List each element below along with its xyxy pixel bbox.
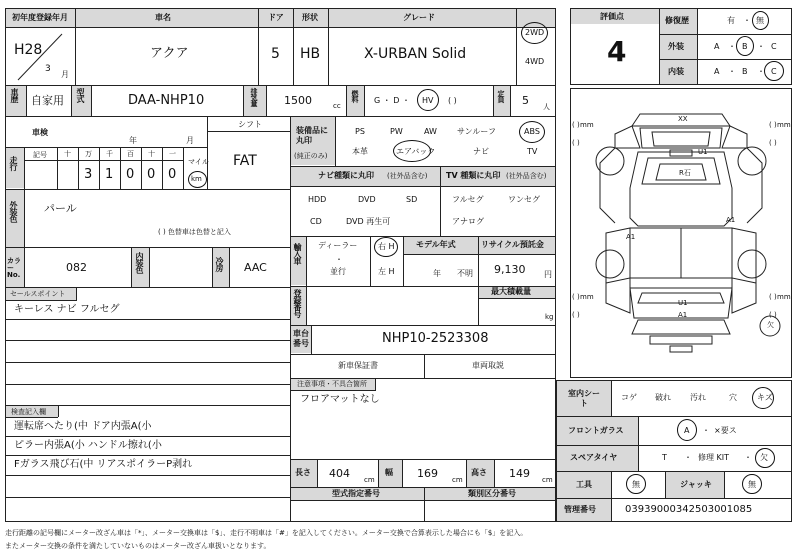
seat-option: コゲ	[621, 393, 637, 402]
equipment-item: TV	[527, 147, 538, 156]
type-no-label: 型式指定番号	[332, 489, 380, 498]
fuel-label: 燃料	[351, 90, 359, 102]
shape-value: HB	[300, 46, 321, 62]
displacement-value: 1500	[284, 94, 312, 107]
navi-types-sub: (社外品含む)	[387, 172, 428, 180]
doors-label: ドア	[268, 13, 284, 22]
mileage-divider	[141, 147, 142, 189]
repair-option: ・	[743, 16, 751, 25]
score-value: 4	[607, 35, 627, 68]
diagram-extra-mark: 欠	[767, 321, 774, 329]
model-value: DAA-NHP10	[128, 93, 205, 108]
diagram-side-mark-4: ( )	[769, 139, 777, 147]
exterior-label: 外装	[668, 42, 684, 51]
control-no-label: 管理番号	[564, 505, 596, 514]
windshield-option: A	[684, 426, 690, 435]
interior-option: ・	[757, 67, 765, 76]
car-name: アクア	[150, 46, 189, 61]
mileage-kigo: 記号	[33, 151, 47, 159]
airbag-circle	[393, 140, 431, 162]
model-label: 型式	[76, 88, 85, 102]
inspection-month-unit: 月	[186, 136, 194, 145]
footer-note-1: 走行距離の記号欄にメーター改ざん車は「*」、メーター交換車は「$」、走行不明車は「#」を記入してください。メーター交換で合算表示した場合にも「$」を記入。	[5, 529, 528, 537]
jack-label: ジャッキ	[680, 480, 712, 489]
diagram-side-mark-7: ( )	[572, 311, 580, 319]
reg-era: H28	[14, 42, 43, 58]
aircon-label: 冷房	[215, 257, 224, 271]
seat-option: 汚れ	[690, 393, 706, 402]
sales-point-label: セールスポイント	[10, 290, 66, 298]
diagram-mark-rstone: R石	[679, 169, 691, 177]
equipment-item: ナビ	[473, 147, 489, 156]
diagram-side-mark-8: ( )	[769, 311, 777, 319]
shift-value: FAT	[233, 153, 257, 169]
seat-option: 穴	[729, 393, 737, 402]
sales-point-value: キーレス ナビ フルセグ	[14, 304, 120, 315]
mileage-divider	[183, 147, 184, 189]
equipment-item: AW	[424, 127, 437, 136]
navi-type-item: DVD 再生可	[346, 217, 391, 226]
reg-no-label: 登録番号	[293, 289, 302, 317]
jack-value: 無	[748, 480, 756, 489]
equipment-item: エアバック	[396, 147, 436, 156]
seat-option: 破れ	[655, 393, 671, 402]
diagram-side-mark-6: ( )	[769, 293, 777, 301]
spare-option: 欠	[760, 453, 768, 462]
equipment-item: サンルーフ	[457, 127, 496, 136]
width-value: 169	[417, 467, 438, 480]
color-note: ( ) 色替車は色替と記入	[158, 228, 231, 236]
mileage-km: km	[191, 175, 202, 183]
tools-value: 無	[632, 480, 640, 489]
repair-none-circle	[752, 11, 769, 30]
import-label: 輸入車	[293, 243, 302, 264]
equipment-item: PW	[390, 127, 403, 136]
capacity-value: 5	[522, 94, 529, 107]
recycle-label: リサイクル預託金	[481, 240, 544, 249]
inspector-note-3: Fガラス飛び石(中 リアスポイラーP剥れ	[14, 459, 193, 470]
mileage-divider	[162, 147, 163, 189]
tv-type-item: アナログ	[452, 217, 484, 226]
model-year-label: モデル年式	[416, 240, 456, 249]
import-left: 左 H	[378, 267, 395, 276]
mileage-digit: 3	[84, 167, 93, 182]
fuel-paren: ( )	[448, 96, 457, 105]
fuel-opts: G ・ D ・	[374, 96, 410, 105]
grade-value: X-URBAN Solid	[364, 46, 467, 62]
doors-value: 5	[271, 46, 280, 62]
equipment-label: 装備品に丸印	[296, 126, 328, 146]
diagram-side-mark-5: ( )	[572, 293, 580, 301]
import-dealer: ディーラー	[318, 241, 358, 250]
model-year-unit: 年	[433, 269, 441, 278]
length-unit: cm	[364, 476, 375, 484]
interior-score-label: 内装	[668, 67, 684, 76]
diagram-side-mark-2: ( )	[769, 121, 777, 129]
car-name-label: 車名	[155, 13, 171, 22]
mileage-digit: 0	[126, 167, 135, 182]
exterior-option: ・	[757, 42, 765, 51]
usage-value: 自家用	[31, 94, 64, 107]
seat-scratch-circle	[752, 387, 774, 409]
spare-missing-circle	[755, 448, 775, 468]
chassis-value: NHP10-2523308	[382, 331, 489, 346]
mileage-digit-label: 一	[169, 150, 176, 158]
shape-label: 形状	[302, 13, 318, 22]
inspection-label: 車検	[32, 128, 48, 137]
diagram-mark-u1-rear: U1	[678, 299, 688, 307]
spare-option: ・	[684, 453, 692, 462]
inspector-notes-label: 検査記入欄	[11, 408, 46, 416]
exterior-option: A	[714, 42, 720, 51]
length-label: 長さ	[295, 468, 311, 477]
exterior-option: C	[771, 42, 777, 51]
inspection-year-unit: 年	[129, 136, 137, 145]
diagram-mm-3: mm	[580, 293, 594, 301]
height-label: 高さ	[471, 468, 487, 477]
mileage-digit-label: 十	[148, 150, 155, 158]
tv-types-label: TV 種類に丸印	[446, 171, 501, 180]
score-label: 評価点	[600, 12, 624, 21]
diagram-mm-4: mm	[777, 293, 791, 301]
mileage-digit-label: 十	[64, 150, 71, 158]
footer-note-2: またメーター交換の条件を満たしていないものはメーター改ざん車扱いとなります。	[5, 542, 271, 550]
mileage-divider	[120, 147, 121, 189]
navi-type-item: SD	[406, 195, 418, 204]
displacement-label: 排気量	[250, 88, 258, 106]
repair-option: 有	[727, 16, 735, 25]
interior-option: C	[771, 67, 777, 76]
width-unit: cm	[452, 476, 463, 484]
diagram-mark-a1-right: A1	[726, 216, 736, 224]
tools-label: 工具	[576, 480, 592, 489]
windshield-a-circle	[677, 419, 697, 441]
abs-circle	[519, 121, 545, 143]
diagram-mm-2: mm	[777, 121, 791, 129]
seat-label: 室内シート	[568, 389, 600, 409]
mileage-mile: マイル	[188, 158, 209, 166]
mileage-digit: 0	[147, 167, 156, 182]
reg-month-unit: 月	[61, 70, 69, 79]
mileage-divider	[78, 147, 79, 189]
diagram-mm-1: mm	[580, 121, 594, 129]
import-parallel: 並行	[330, 267, 346, 276]
mileage-digit: 1	[105, 167, 114, 182]
mileage-divider	[99, 147, 100, 189]
exterior-b-circle	[736, 36, 754, 56]
equipment-item: PS	[355, 127, 365, 136]
car-diagram	[570, 88, 792, 378]
equipment-item: ABS	[524, 127, 540, 136]
spare-option: 修理 KIT	[698, 453, 730, 462]
class-no-label: 類別区分番号	[468, 489, 516, 498]
inspector-note-2: ピラー内張A(小 ハンドル擦れ(小	[14, 440, 162, 451]
interior-c-circle	[764, 61, 784, 81]
navi-types-label: ナビ種類に丸印	[318, 171, 374, 180]
model-year-unknown: 不明	[457, 269, 473, 278]
aircon-value: AAC	[244, 261, 267, 274]
diagram-side-mark-1: ( )	[572, 121, 580, 129]
diagram-side-mark-3: ( )	[572, 139, 580, 147]
color-no-label: カラーNo.	[7, 257, 21, 279]
color-no-value: 082	[66, 261, 87, 274]
equipment-sub: (純正のみ)	[294, 152, 328, 160]
recycle-unit: 円	[544, 270, 552, 279]
shift-label: シフト	[238, 120, 262, 129]
diagram-mark-a1-left: A1	[626, 233, 636, 241]
repair-label: 修復歴	[665, 16, 689, 25]
usage-label: 車歴	[10, 88, 19, 102]
equipment-item: 本革	[352, 147, 368, 156]
diagram-mark-xx: XX	[678, 115, 688, 123]
diagram-mark-u1-top: U1	[698, 148, 708, 156]
max-load-unit: kg	[545, 313, 554, 321]
tv-types-sub: (社外品含む)	[506, 172, 547, 180]
color-value: パール	[44, 202, 77, 215]
height-value: 149	[509, 467, 530, 480]
warranty-label: 新車保証書	[338, 361, 378, 370]
windshield-label: フロントガラス	[568, 426, 624, 435]
import-dot: ・	[335, 255, 343, 264]
navi-type-item: HDD	[308, 195, 327, 204]
length-value: 404	[329, 467, 350, 480]
caution-label: 注意事項・不具合箇所	[297, 380, 367, 388]
mileage-label: 走行	[9, 156, 18, 170]
mileage-digit: 0	[168, 167, 177, 182]
reg-month: 3	[45, 64, 51, 74]
capacity-label: 定員	[497, 90, 505, 102]
exterior-option: B	[742, 42, 748, 51]
width-label: 幅	[385, 468, 393, 477]
recycle-value: 9,130	[494, 263, 526, 276]
grade-label: グレード	[403, 13, 435, 22]
fuel-hv: HV	[422, 96, 434, 105]
repair-option: 無	[756, 16, 764, 25]
mileage-digit-label: 千	[106, 150, 113, 158]
inspector-note-1: 運転席へたり(中 ドア内張A(小	[14, 421, 152, 432]
import-right: 右 H	[378, 242, 395, 251]
control-no-value: 03939000342503001085	[625, 504, 753, 515]
windshield-option: ×要ス	[714, 426, 737, 435]
interior-option: B	[742, 67, 748, 76]
chassis-label: 車台番号	[293, 329, 309, 348]
tv-type-item: ワンセグ	[508, 195, 540, 204]
max-load-label: 最大積載量	[491, 287, 531, 296]
height-unit: cm	[542, 476, 553, 484]
diagram-mark-a1-rear: A1	[678, 311, 688, 319]
manual-label: 車両取説	[472, 361, 504, 370]
displacement-unit: cc	[333, 102, 341, 110]
interior-label: 内装色	[135, 252, 144, 273]
mileage-digit-label: 万	[85, 150, 92, 158]
windshield-option: ・	[702, 426, 710, 435]
color-label: 外装色	[9, 201, 18, 222]
reg-year-label: 初年度登録年月	[12, 13, 68, 22]
mileage-digit-label: 百	[127, 150, 134, 158]
spare-label: スペアタイヤ	[570, 453, 618, 462]
tv-type-item: フルセグ	[452, 195, 484, 204]
interior-option: A	[714, 67, 720, 76]
exterior-option: ・	[728, 42, 736, 51]
navi-type-item: DVD	[358, 195, 376, 204]
caution-value: フロアマットなし	[300, 394, 380, 405]
navi-type-item: CD	[310, 217, 322, 226]
seat-option: キズ	[757, 393, 773, 402]
spare-option: ・	[744, 453, 752, 462]
spare-option: T	[662, 453, 667, 462]
drive-4wd: 4WD	[525, 57, 545, 66]
drive-2wd: 2WD	[525, 28, 545, 37]
interior-option: ・	[728, 67, 736, 76]
capacity-unit: 人	[543, 103, 550, 111]
